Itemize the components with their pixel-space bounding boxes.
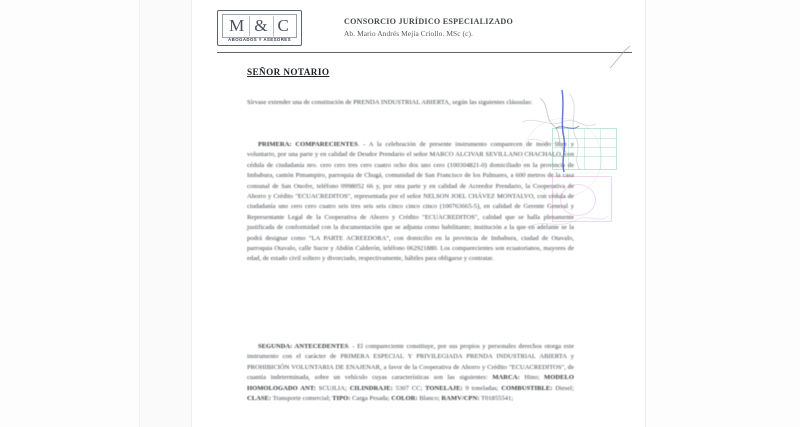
scan-edge-right xyxy=(645,0,646,427)
vehicle-label-marca: MARCA: xyxy=(492,374,520,382)
clause-primera-heading: PRIMERA: COMPARECIENTES xyxy=(258,141,358,148)
vehicle-value-modelo: SCUJLIA; xyxy=(318,384,347,392)
vehicle-label-tonelaje: TONELAJE: xyxy=(425,384,463,392)
vehicle-label-tipo: TIPO: xyxy=(332,395,351,403)
vehicle-value-tipo: Carga Pesada; xyxy=(352,395,390,403)
vehicle-value-ramv: T01855541; xyxy=(480,395,514,403)
green-grid-stamp xyxy=(552,128,617,170)
clause-primera-text: . - A la celebración de presente instrumento comparecen de modo libre y voluntario, por una parte y en calidad de Deudor Prendario el señor MARCO ALCIVAR SEVILLANO CHACHALO, con cédula de ciudadanía nro. cero cero tres cero cuatro ocho dos uno cero (100304821-0) domiciliado en la provincia de Imbabura, cantón Pimampiro, parroquia de Chugá, comunidad de San Francisco de los Palmares, a 600 metros de la casa comunal de San Onofre, teléfono 0998052 66 y, por otra parte y en calidad de Acreedor Prendario, la Cooperativa de Ahorro y Crédito "ECUACREDITOS", representada por el señor NELSON JOEL CHÁVEZ MONTALVO, con cédula de ciudadanía uno cero cero cuatro seis tres seis seis cinco cinco cinco (100763665-5), en calidad de Gerente General y Representante Legal de la Cooperativa de Ahorro y Crédito "ECUACREDITOS", calidad que se halla plenamente justificada de conformidad con la documentación que se adjunta como habilitante; institución a la que en adelante se la podrá designar como "LA PARTE ACREEDORA", con domicilio en la provincia de Imbabura, ciudad de Otavalo, parroquia Otavalo, calle Sucre y Abdón Calderón, teléfono 062921880. Los comparecientes son ecuatorianos, mayores de edad, de estado civil soltero y divorciado, respectivamente, hábiles para obligarse y contratar. xyxy=(247,141,575,263)
firm-logo xyxy=(217,10,302,46)
clause-segunda-heading: SEGUNDA: ANTECEDENTES xyxy=(258,343,349,350)
vehicle-value-color: Blanco; xyxy=(419,395,440,403)
logo-letter-amp: & xyxy=(249,16,272,36)
vehicle-value-cilindraje: 5307 CC; xyxy=(395,384,423,392)
firm-subtitle: Ab. Mario Andrés Mejía Criollo. MSc (c). xyxy=(344,29,474,38)
vehicle-label-cilindraje: CILINDRAJE: xyxy=(349,384,393,392)
vehicle-value-combustible: Diesel; xyxy=(555,384,574,392)
scan-edge-left xyxy=(139,0,140,427)
clause-segunda xyxy=(247,342,574,404)
document-page xyxy=(192,0,645,427)
vehicle-label-clase: CLASE: xyxy=(247,395,272,403)
clause-segunda-text: . - El compareciente constituye, por sus propios y personales derechos otorga este instrumento con el carácter de PRIMERA ESPECIAL Y PRIVILEGIADA PRENDA INDUSTRIAL ABIERTA y PROHIBICIÓN VOLUNTARIA DE ENAJENAR, a favor de la Cooperativa de Ahorro y Crédito "ECUACREDITOS", de cuantía indeterminada, sobre un vehículo cuyas características son las siguientes: xyxy=(247,343,574,382)
scan-backdrop xyxy=(140,0,192,427)
vehicle-label-color: COLOR: xyxy=(391,395,418,403)
vehicle-label-ramv: RAMV/CPN: xyxy=(441,395,480,403)
letterhead xyxy=(192,4,645,56)
header-divider xyxy=(217,52,632,53)
firm-name: CONSORCIO JURÍDICO ESPECIALIZADO xyxy=(344,17,514,26)
pink-seal-stamp xyxy=(552,176,612,222)
vehicle-label-modelo: MODELO HOMOLOGADO ANT: xyxy=(247,374,574,392)
logo-subtitle: ABOGADOS Y ASESORES xyxy=(228,37,291,42)
vehicle-value-clase: Transporte comercial; xyxy=(272,395,331,403)
vehicle-value-tonelaje: 9 toneladas; xyxy=(465,384,499,392)
logo-letters xyxy=(222,14,297,38)
intro-paragraph: Sírvase extender una de constitución de PRENDA INDUSTRIAL ABIERTA, según las siguientes cláusulas: xyxy=(247,99,533,106)
vehicle-label-combustible: COMBUSTIBLE: xyxy=(501,384,553,392)
logo-letter-c: C xyxy=(273,16,294,36)
logo-letter-m: M xyxy=(229,16,246,35)
vehicle-value-marca: Hino; xyxy=(524,374,540,382)
page-title: SEÑOR NOTARIO xyxy=(247,67,330,77)
